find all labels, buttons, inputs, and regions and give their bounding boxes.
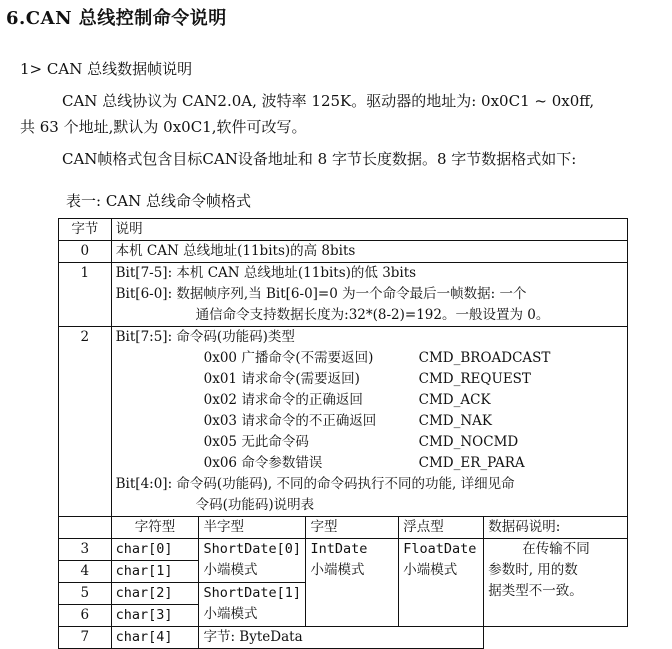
byte-index: 1 [59,263,112,327]
command-code-name: CMD_NOCMD [418,434,519,450]
command-code-desc: 0x02 请求命令的正确返回 [203,392,363,408]
command-code-row [116,369,623,390]
byte-index: 2 [59,327,112,517]
byte-data-cell: 字节: ByteData [199,627,484,649]
header-half-type: 半字型 [199,517,306,539]
command-code-desc: 0x01 请求命令(需要返回) [203,371,360,387]
row-desc [111,327,627,517]
header-note: 数据码说明: [484,517,628,539]
char-cell: char[2] [111,583,199,605]
command-code-name: CMD_ER_PARA [418,455,525,471]
command-code-row [116,348,623,369]
command-code-desc: 0x06 命令参数错误 [203,455,323,471]
byte-index: 4 [59,561,112,583]
header-float-type: 浮点型 [399,517,484,539]
subsection-title: 1> CAN 总线数据帧说明 [20,60,193,78]
can-frame-table [58,218,628,649]
data-type-header-row [59,517,628,539]
char-cell: char[3] [111,605,199,627]
command-code-desc: 0x05 无此命令码 [203,434,309,450]
note-line: 在传输不同 [522,541,590,557]
row-desc [111,263,627,327]
half-name: ShortDate[0] [203,541,302,557]
command-code-row [116,453,623,474]
note-line: 参数时, 用的数 [488,562,578,578]
paragraph-address-count: 共 63 个地址,默认为 0x0C1,软件可改写。 [20,118,307,136]
half-cell [199,539,306,583]
half-mode: 小端模式 [203,606,258,622]
int-cell [306,539,399,627]
char-cell: char[0] [111,539,199,561]
table-row [59,327,628,517]
byte-index: 6 [59,605,112,627]
empty-cell [484,627,628,649]
note-line: 据类型不一致。 [488,583,583,599]
float-name: FloatDate [403,541,477,557]
section-title: 6.CAN 总线控制命令说明 [6,8,227,29]
paragraph-frame-format: CAN帧格式包含目标CAN设备地址和 8 字节长度数据。8 字节数据格式如下: [62,150,577,168]
command-code-name: CMD_NAK [418,413,493,429]
row-desc: 本机 CAN 总线地址(11bits)的高 8bits [111,241,627,263]
char-cell: char[1] [111,561,199,583]
command-code-name: CMD_REQUEST [418,371,531,387]
header-int-type: 字型 [306,517,399,539]
command-code-desc: 0x03 请求命令的不正确返回 [203,413,377,429]
table-row [59,241,628,263]
byte-index: 0 [59,241,112,263]
half-cell [199,583,306,627]
command-code-name: CMD_ACK [418,392,491,408]
row-desc-line: Bit[6-0]: 数据帧序列,当 Bit[6-0]=0 为一个命令最后一帧数据: 一个 [115,286,527,302]
row-desc-line: 通信命令支持数据长度为:32*(8-2)=192。一般设置为 0。 [195,307,550,323]
command-code-row [116,390,623,411]
byte-index: 7 [59,627,112,649]
char-cell: char[4] [111,627,199,649]
half-mode: 小端模式 [203,562,258,578]
command-code-row [116,432,623,453]
table-row [59,539,628,561]
command-code-name: CMD_BROADCAST [418,350,551,366]
table-header-row [59,219,628,241]
header-char-type: 字符型 [111,517,199,539]
byte-index: 5 [59,583,112,605]
table-row [59,263,628,327]
int-name: IntDate [310,541,368,557]
row-desc-line: 令码(功能码)说明表 [195,497,315,513]
float-mode: 小端模式 [403,562,458,578]
command-code-row [116,411,623,432]
float-cell [399,539,484,627]
row-desc-line: Bit[7:5]: 命令码(功能码)类型 [115,329,295,345]
empty-cell [59,517,112,539]
row-desc-line: Bit[4:0]: 命令码(功能码), 不同的命令码执行不同的功能, 详细见命 [115,476,515,492]
command-code-desc: 0x00 广播命令(不需要返回) [203,350,374,366]
paragraph-protocol: CAN 总线协议为 CAN2.0A, 波特率 125K。驱动器的地址为: 0x0C1 ~ 0x0ff, [62,92,595,110]
note-cell [484,539,628,627]
int-mode: 小端模式 [310,562,365,578]
header-desc: 说明 [111,219,627,241]
table-caption: 表一: CAN 总线命令帧格式 [66,192,252,210]
header-byte: 字节 [59,219,112,241]
table-row [59,627,628,649]
row-desc-line: Bit[7-5]: 本机 CAN 总线地址(11bits)的低 3bits [115,265,417,281]
half-name: ShortDate[1] [203,585,302,601]
byte-index: 3 [59,539,112,561]
